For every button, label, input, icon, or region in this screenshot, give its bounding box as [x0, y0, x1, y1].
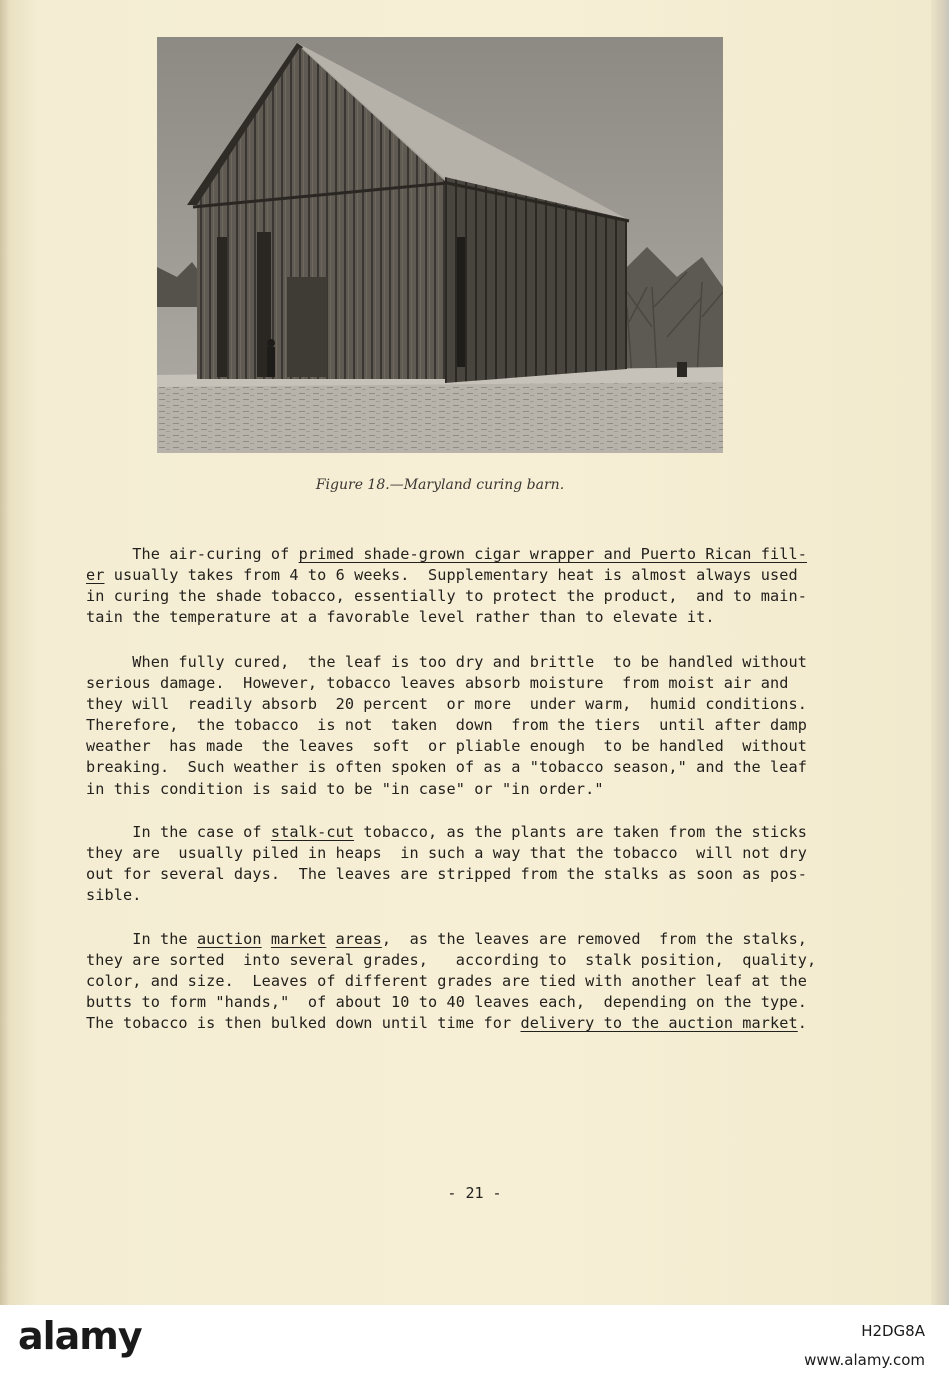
text-run: The air-curing of: [86, 545, 299, 563]
underlined-term: auction: [196, 930, 262, 948]
text-line: [86, 822, 866, 843]
text-run: The tobacco is then bulked down until time for: [86, 1014, 521, 1033]
underlined-term: er: [86, 566, 105, 585]
page-left-edge: [0, 0, 9, 1305]
text-line: [86, 929, 866, 950]
underlined-term: delivery to the auction market: [520, 1014, 798, 1033]
paragraph-fully-cured: [86, 652, 866, 800]
text-line: tain the temperature at a favorable level rather than to elevate it.: [86, 608, 715, 627]
text-line: [86, 565, 866, 586]
paragraph-air-curing: [86, 544, 866, 628]
underlined-term: primed shade-grown cigar wrapper and Puerto Rican fill-: [298, 545, 808, 563]
page-number: - 21 -: [447, 1184, 502, 1202]
text-line: sible.: [86, 886, 142, 905]
watermark-footer: [0, 1305, 949, 1390]
text-run: In the: [86, 930, 197, 948]
text-run: usually takes from 4 to 6 weeks. Supplementary heat is almost always used: [104, 566, 798, 585]
text-line: serious damage. However, tobacco leaves absorb moisture from moist air and: [86, 674, 789, 693]
text-run: In the case of: [86, 823, 271, 841]
text-line: Therefore, the tobacco is not taken down from the tiers until after damp: [86, 716, 808, 735]
barn-photograph: [157, 37, 723, 453]
text-run: [262, 930, 271, 948]
underlined-term: stalk-cut: [270, 823, 355, 841]
text-line: breaking. Such weather is often spoken of as a "tobacco season," and the leaf: [86, 758, 808, 777]
page-right-edge: [931, 0, 949, 1305]
text-line: they will readily absorb 20 percent or more under warm, humid conditions.: [86, 695, 808, 714]
underlined-term: areas: [335, 930, 382, 948]
text-line: [86, 544, 866, 565]
text-line: in curing the shade tobacco, essentially to protect the product, and to main-: [86, 587, 808, 606]
stock-image-id: H2DG8A: [861, 1322, 925, 1340]
text-line: color, and size. Leaves of different grades are tied with another leaf at the: [86, 972, 808, 991]
paragraph-stalk-cut: [86, 822, 866, 906]
figure-caption: Figure 18.—Maryland curing barn.: [315, 477, 565, 493]
text-run: , as the leaves are removed from the stalks,: [381, 930, 808, 948]
text-line: in this condition is said to be "in case" or "in order.": [86, 779, 604, 798]
text-line: they are sorted into several grades, according to stalk position, quality,: [86, 951, 817, 970]
text-line: weather has made the leaves soft or pliable enough to be handled without: [86, 737, 808, 756]
barn-photo-drawing: [157, 37, 723, 453]
text-line: out for several days. The leaves are stripped from the stalks as soon as pos-: [86, 865, 808, 884]
alamy-logo: alamy: [18, 1314, 142, 1358]
paragraph-auction-market: [86, 929, 866, 1034]
text-line: butts to form "hands," of about 10 to 40 leaves each, depending on the type.: [86, 993, 808, 1012]
underlined-term: market: [270, 930, 327, 948]
stock-url: www.alamy.com: [804, 1351, 925, 1369]
text-run: .: [797, 1014, 808, 1033]
text-line: When fully cured, the leaf is too dry and brittle to be handled without: [86, 653, 808, 671]
text-line: they are usually piled in heaps in such a way that the tobacco will not dry: [86, 844, 808, 863]
text-run: tobacco, as the plants are taken from the sticks: [354, 823, 808, 841]
text-line: [86, 1013, 866, 1034]
text-run: [326, 930, 335, 948]
